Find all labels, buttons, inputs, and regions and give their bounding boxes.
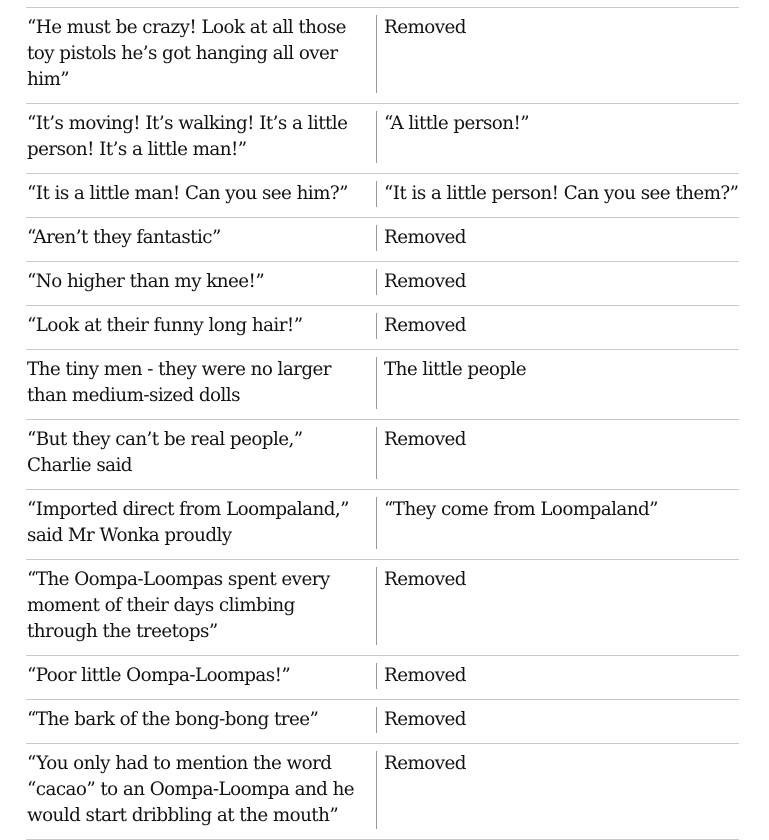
revised-text-cell: Removed (376, 313, 739, 339)
revised-text-cell: “They come from Loompaland” (376, 497, 739, 549)
table-row (26, 306, 739, 350)
table-row (26, 700, 739, 744)
original-text-cell: “No higher than my knee!” (27, 271, 265, 292)
table-row (26, 174, 739, 218)
original-text-cell: “Aren’t they fantastic” (27, 227, 221, 248)
revised-text-cell: Removed (376, 269, 739, 295)
revised-text-cell: Removed (376, 707, 739, 733)
table-row (26, 350, 739, 420)
original-text-cell: “Look at their funny long hair!” (27, 315, 303, 336)
original-text-cell: “He must be crazy! Look at all those toy pistols he’s got hanging all over him” (27, 17, 346, 90)
original-text-cell: “It’s moving! It’s walking! It’s a little person! It’s a little man!” (27, 113, 348, 160)
table-row (26, 560, 739, 656)
revised-text-cell: Removed (376, 567, 739, 645)
revised-text-cell: “It is a little person! Can you see them?” (376, 181, 739, 207)
table-row (26, 420, 739, 490)
original-text-cell: “You only had to mention the word “cacao” to an Oompa-Loompa and he would start dribbling at the mouth” (27, 753, 355, 826)
original-text-cell: “But they can’t be real people,” Charlie said (27, 429, 303, 476)
revised-text-cell: “A little person!” (376, 111, 739, 163)
original-text-cell: “Imported direct from Loompaland,” said Mr Wonka proudly (27, 499, 349, 546)
original-text-cell: The tiny men - they were no larger than medium-sized dolls (27, 359, 331, 406)
comparison-table (26, 7, 739, 840)
original-text-cell: “Poor little Oompa-Loompas!” (27, 665, 291, 686)
original-text-cell: “It is a little man! Can you see him?” (27, 183, 348, 204)
original-text-cell: “The Oompa-Loompas spent every moment of their days climbing through the treetops” (27, 569, 330, 642)
table-row (26, 744, 739, 840)
table-row (26, 218, 739, 262)
revised-text-cell: Removed (376, 15, 739, 93)
table-row (26, 104, 739, 174)
table-row (26, 8, 739, 104)
revised-text-cell: Removed (376, 751, 739, 829)
original-text-cell: “The bark of the bong-bong tree” (27, 709, 319, 730)
table-row (26, 490, 739, 560)
table-row (26, 262, 739, 306)
revised-text-cell: Removed (376, 427, 739, 479)
revised-text-cell: Removed (376, 225, 739, 251)
revised-text-cell: The little people (376, 357, 739, 409)
revised-text-cell: Removed (376, 663, 739, 689)
table-row (26, 656, 739, 700)
